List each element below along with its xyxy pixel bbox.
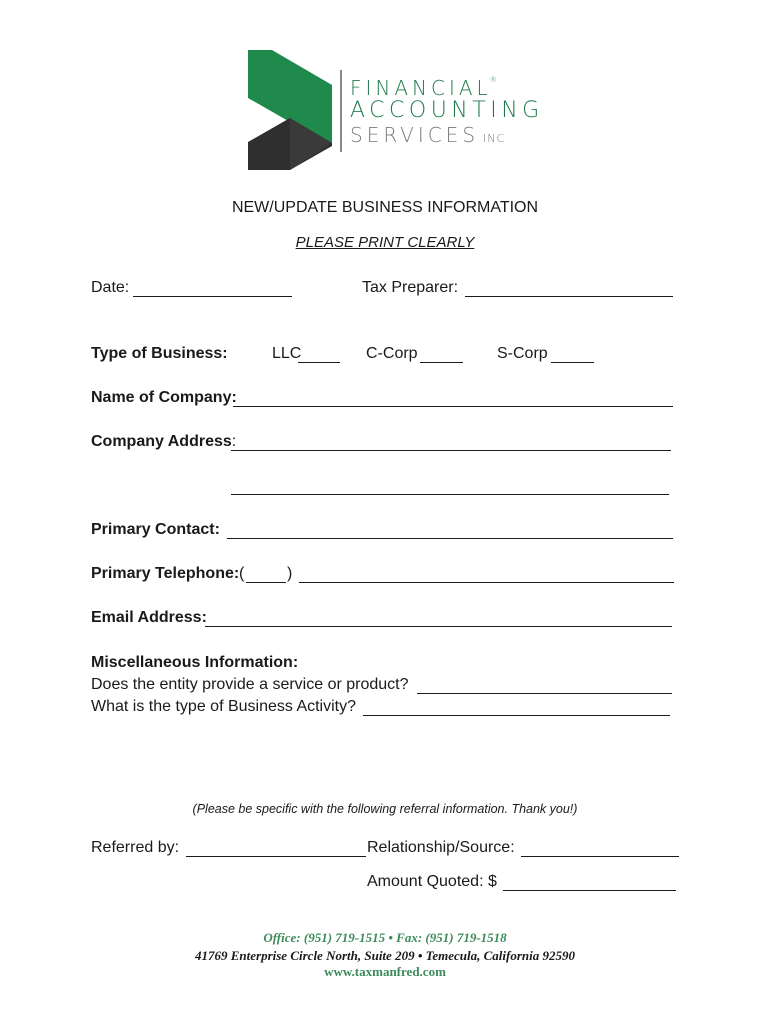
referral-note: (Please be specific with the following referral information. Thank you!) — [192, 802, 578, 816]
company-address-field-line1[interactable] — [231, 450, 671, 451]
referred-by-label: Referred by: — [91, 839, 180, 856]
footer-address: 41769 Enterprise Circle North, Suite 209 • Temecula, California 92590 — [194, 948, 575, 963]
tax-preparer-label: Tax Preparer: — [362, 279, 459, 296]
company-name-label: Name of Company: — [91, 389, 237, 406]
misc-heading: Miscellaneous Information: — [91, 654, 299, 671]
logo-text-accounting: ACCOUNTING — [350, 98, 544, 123]
logo-word-financial: FINANCIAL — [350, 76, 492, 100]
date-field[interactable] — [133, 296, 292, 297]
llc-field[interactable] — [298, 362, 340, 363]
misc-question-service-product: Does the entity provide a service or product? — [91, 676, 409, 693]
company-logo-mark — [248, 50, 332, 170]
logo-word-services: SERVICES — [350, 123, 480, 147]
ccorp-field[interactable] — [420, 362, 463, 363]
ccorp-label: C-Corp — [366, 345, 418, 362]
llc-label: LLC — [272, 345, 302, 362]
relationship-source-label: Relationship/Source: — [367, 839, 515, 856]
referred-by-field[interactable] — [186, 856, 366, 857]
logo-inc: INC — [483, 132, 506, 145]
logo-trademark: ® — [489, 76, 497, 84]
form-title: NEW/UPDATE BUSINESS INFORMATION — [231, 199, 539, 216]
company-name-field[interactable] — [233, 406, 673, 407]
footer-phones: Office: (951) 719-1515 • Fax: (951) 719-1518 — [263, 930, 507, 945]
phone-number-field[interactable] — [299, 582, 674, 583]
logo-text-services — [350, 123, 505, 147]
company-address-label-text: Company Address — [91, 433, 232, 450]
primary-contact-field[interactable] — [227, 538, 673, 539]
company-address-field-line2[interactable] — [231, 494, 669, 495]
phone-open-paren: ( — [239, 565, 245, 582]
company-address-colon: : — [231, 433, 237, 450]
primary-telephone-label: Primary Telephone: — [91, 565, 240, 582]
logo-arrow-icon — [248, 50, 332, 170]
logo-text-financial — [350, 76, 497, 100]
amount-quoted-label: Amount Quoted: $ — [367, 873, 497, 890]
email-field[interactable] — [205, 626, 672, 627]
primary-contact-label: Primary Contact: — [91, 521, 220, 538]
area-code-field[interactable] — [246, 582, 286, 583]
email-label: Email Address: — [91, 609, 207, 626]
amount-quoted-field[interactable] — [503, 890, 676, 891]
logo-divider — [340, 70, 342, 152]
scorp-field[interactable] — [551, 362, 594, 363]
business-activity-field[interactable] — [363, 715, 670, 716]
misc-question-business-activity: What is the type of Business Activity? — [91, 698, 357, 715]
scorp-label: S-Corp — [497, 345, 548, 362]
date-label: Date: — [91, 279, 130, 296]
service-product-field[interactable] — [417, 693, 672, 694]
relationship-source-field[interactable] — [521, 856, 679, 857]
form-subtitle: PLEASE PRINT CLEARLY — [295, 234, 475, 251]
company-address-label — [91, 433, 236, 451]
type-of-business-label: Type of Business: — [91, 345, 228, 362]
footer-website-link[interactable]: www.taxmanfred.com — [324, 964, 446, 979]
phone-close-paren: ) — [287, 565, 293, 582]
tax-preparer-field[interactable] — [465, 296, 673, 297]
